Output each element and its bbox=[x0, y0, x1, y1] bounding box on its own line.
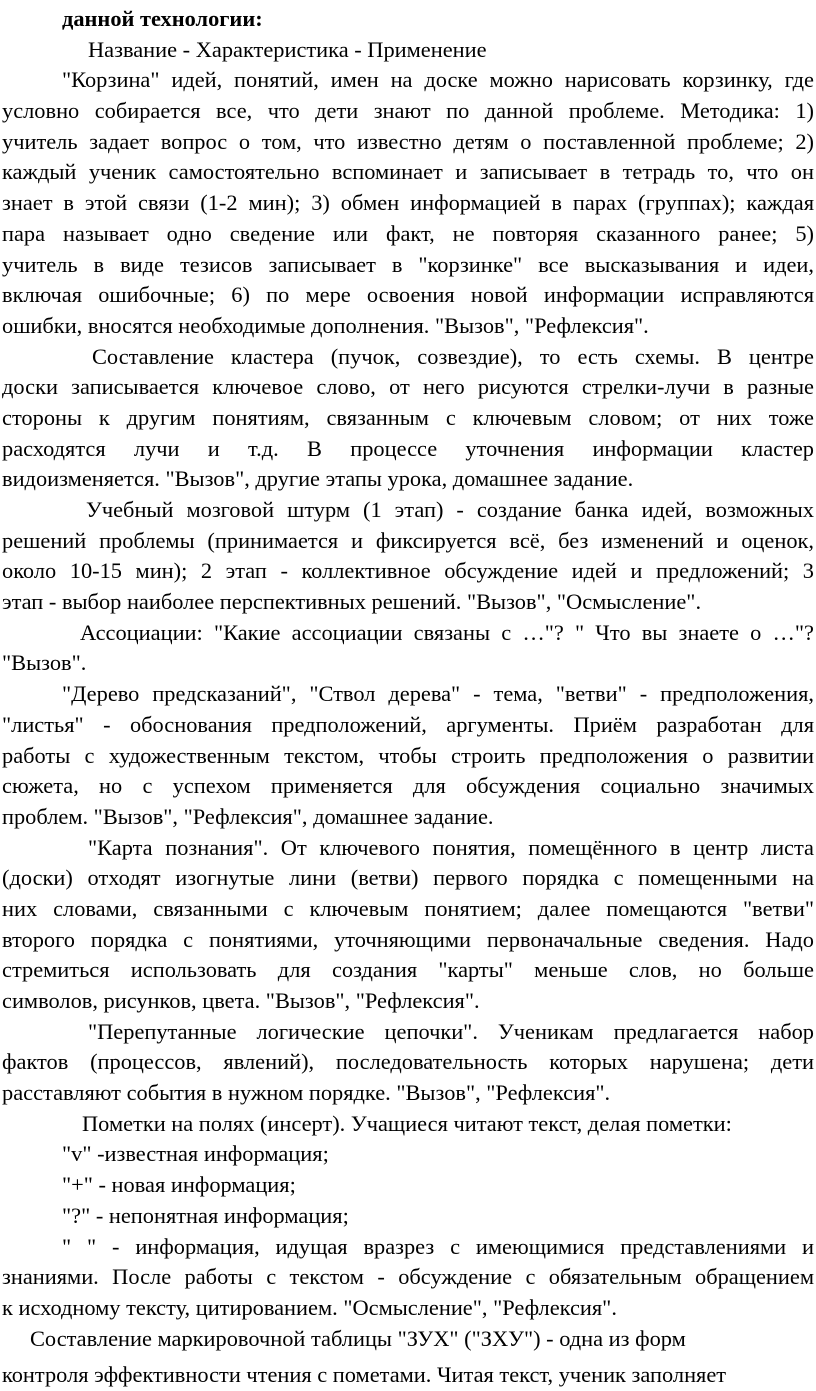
text-line: расходятся лучи и т.д. В процессе уточнения информации кластер bbox=[2, 435, 814, 461]
text-line: решений проблемы (принимается и фиксируется всё, без изменений и оценок, bbox=[2, 527, 814, 553]
paragraph-insert bbox=[0, 1109, 816, 1324]
text-line: "Карта познания". От ключевого понятия, помещённого в центр листа bbox=[88, 834, 814, 860]
insert-mark-item: "v" -известная информация; bbox=[62, 1141, 329, 1167]
text-line: " " - информация, идущая вразрез с имеющимися представлениями и bbox=[62, 1233, 814, 1259]
text-line: доски записывается ключевое слово, от него рисуются стрелки-лучи в разные bbox=[2, 374, 814, 400]
text-line: "Вызов". bbox=[2, 650, 87, 676]
paragraph-knowledge-map bbox=[0, 833, 816, 1017]
text-line: Ассоциации: "Какие ассоциации связаны с …"? " Что вы знаете о …"? bbox=[80, 619, 814, 645]
text-line: Составление маркировочной таблицы "ЗУХ" ("ЗХУ") - одна из форм bbox=[30, 1325, 686, 1351]
text-line: второго порядка с понятиями, уточняющими первоначальные сведения. Надо bbox=[2, 926, 814, 952]
text-line: них словами, связанными с ключевым понятием; далее помещаются "ветви" bbox=[2, 895, 814, 921]
text-line: расставляют события в нужном порядке. "Вызов", "Рефлексия". bbox=[2, 1080, 611, 1106]
paragraph-brainstorm bbox=[0, 495, 816, 618]
insert-mark-item: "?" - непонятная информация; bbox=[62, 1202, 349, 1228]
text-line: знает в этой связи (1-2 мин); 3) обмен информацией в парах (группах); каждая bbox=[2, 190, 814, 216]
paragraph-tree bbox=[0, 679, 816, 832]
text-line: проблем. "Вызов", "Рефлексия", домашнее задание. bbox=[2, 803, 494, 829]
text-line: "Корзина" идей, понятий, имен на доске можно нарисовать корзинку, где bbox=[62, 67, 814, 93]
text-line: стремиться использовать для создания "карты" меньше слов, но больше bbox=[2, 957, 814, 983]
text-line: знаниями. После работы с текстом - обсуждение с обязательным обращением bbox=[2, 1264, 814, 1290]
columns-line: Название - Характеристика - Применение bbox=[88, 36, 487, 62]
text-line: условно собирается все, что дети знают по данной проблеме. Методика: 1) bbox=[2, 98, 814, 124]
text-line: видоизменяется. "Вызов", другие этапы урока, домашнее задание. bbox=[2, 466, 634, 492]
text-line: включая ошибочные; 6) по мере освоения новой информации исправляются bbox=[2, 282, 814, 308]
text-line: "листья" - обоснования предположений, аргументы. Приём разработан для bbox=[2, 711, 814, 737]
paragraph-basket bbox=[0, 65, 816, 341]
text-line: сюжета, но с успехом применяется для обсуждения социально значимых bbox=[2, 773, 814, 799]
text-line: "Перепутанные логические цепочки". Ученикам предлагается набор bbox=[88, 1018, 814, 1044]
text-line: пара называет одно сведение или факт, не повторяя сказанного ранее; 5) bbox=[2, 220, 814, 246]
section-heading: данной технологии: bbox=[62, 6, 263, 31]
text-line: "Дерево предсказаний", "Ствол дерева" - тема, "ветви" - предположения, bbox=[62, 681, 814, 707]
text-line: контроля эффективности чтения с пометами. Читая текст, ученик заполняет bbox=[2, 1362, 727, 1388]
text-line: учитель в виде тезисов записывает в "корзинке" все высказывания и идеи, bbox=[2, 251, 814, 277]
text-line: учитель задает вопрос о том, что известно детям о поставленной проблеме; 2) bbox=[2, 128, 814, 154]
text-line: к исходному тексту, цитированием. "Осмысление", "Рефлексия". bbox=[2, 1294, 617, 1320]
text-line: каждый ученик самостоятельно вспоминает и записывает в тетрадь то, что он bbox=[2, 159, 814, 185]
text-line: (доски) отходят изогнутые лини (ветви) первого порядка с помещенными на bbox=[2, 865, 814, 891]
text-line: Составление кластера (пучок, созвездие), то есть схемы. В центре bbox=[92, 343, 814, 369]
text-line: стороны к другим понятиям, связанным с ключевым словом; от них тоже bbox=[2, 404, 814, 430]
text-line: работы с художественным текстом, чтобы строить предположения о развитии bbox=[2, 742, 814, 768]
text-line: около 10-15 мин); 2 этап - коллективное обсуждение идей и предложений; 3 bbox=[2, 558, 814, 584]
paragraph-zuh bbox=[0, 1324, 816, 1391]
paragraph-associations bbox=[0, 618, 816, 679]
text-line: Учебный мозговой штурм (1 этап) - создание банка идей, возможных bbox=[86, 497, 814, 522]
text-line: этап - выбор наиболее перспективных решений. "Вызов", "Осмысление". bbox=[2, 589, 702, 615]
text-line: ошибки, вносятся необходимые дополнения. "Вызов", "Рефлексия". bbox=[2, 312, 649, 338]
text-line: символов, рисунков, цвета. "Вызов", "Рефлексия". bbox=[2, 988, 480, 1013]
paragraph-cluster bbox=[0, 342, 816, 495]
paragraph-chains bbox=[0, 1017, 816, 1109]
text-line: Пометки на полях (инсерт). Учащиеся читают текст, делая пометки: bbox=[82, 1110, 732, 1136]
insert-mark-item: "+" - новая информация; bbox=[62, 1172, 296, 1198]
text-line: фактов (процессов, явлений), последовательность которых нарушена; дети bbox=[2, 1049, 814, 1075]
